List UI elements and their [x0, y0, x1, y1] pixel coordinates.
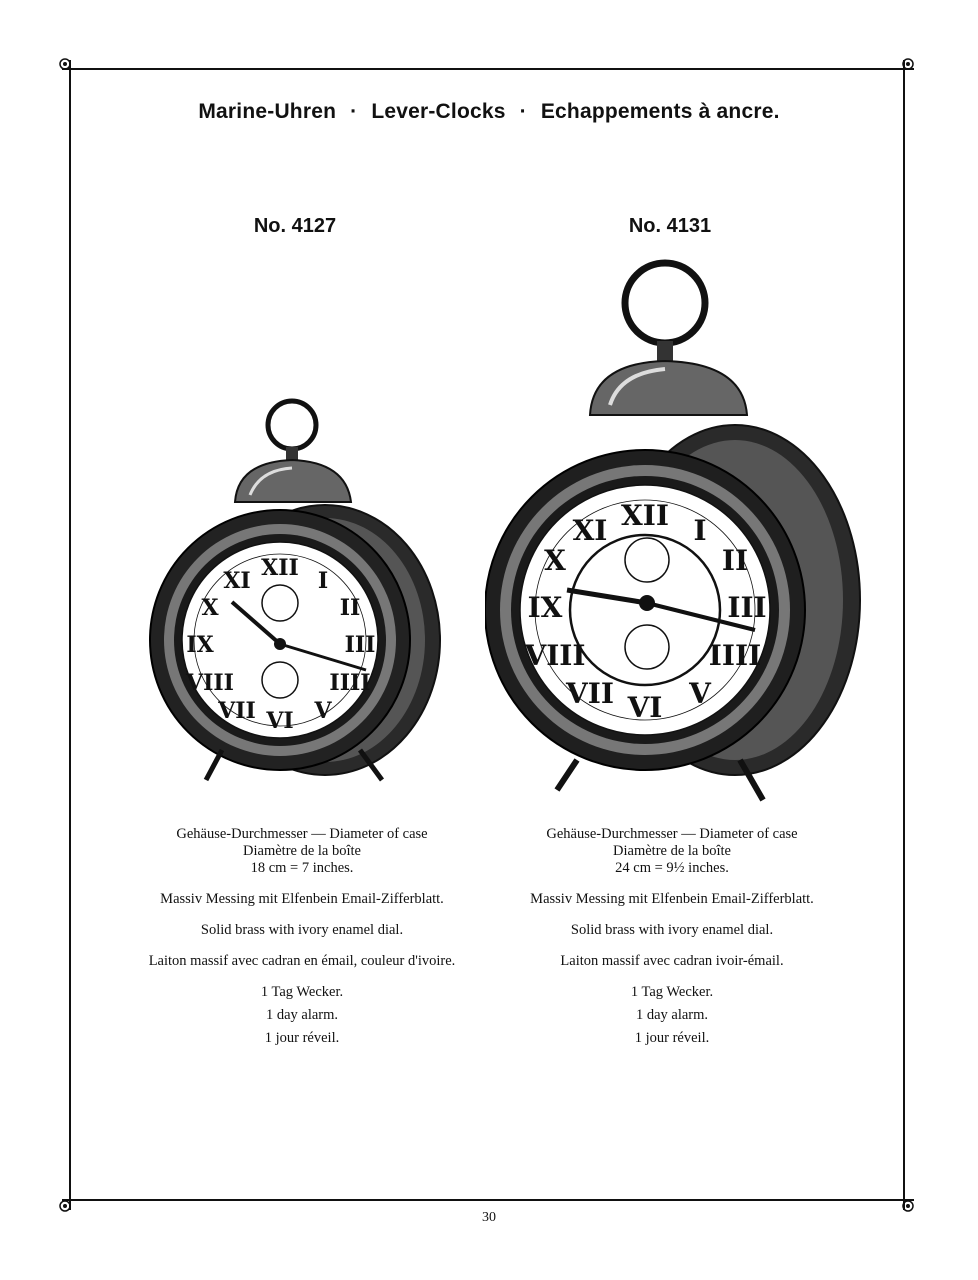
material-french: Laiton massif avec cadran ivoir-émail.: [560, 953, 784, 969]
frame-right-rule: [903, 60, 905, 1210]
diameter-label-fr: Diamètre de la boîte: [613, 843, 731, 859]
svg-text:VII: VII: [566, 677, 614, 710]
svg-text:II: II: [721, 544, 749, 577]
svg-text:XII: XII: [261, 555, 299, 581]
svg-text:V: V: [689, 677, 711, 710]
svg-text:I: I: [693, 514, 707, 547]
svg-text:IIII: IIII: [329, 670, 371, 696]
frame-top-rule: [62, 68, 914, 70]
corner-ornament-icon: [57, 56, 73, 72]
alarm-english: 1 day alarm.: [265, 1007, 339, 1023]
product-4127-description: [122, 826, 482, 1053]
svg-text:II: II: [339, 595, 361, 621]
diameter-label-fr: Diamètre de la boîte: [243, 843, 361, 859]
title-separator: ·: [519, 100, 527, 123]
diameter-value: 18 cm = 7 inches.: [250, 860, 354, 876]
svg-text:VIII: VIII: [186, 670, 234, 696]
svg-text:VIII: VIII: [524, 639, 586, 672]
title-german: Marine-Uhren: [198, 100, 337, 123]
svg-text:X: X: [201, 595, 219, 621]
alarm-french: 1 jour réveil.: [264, 1030, 340, 1046]
material-french: Laiton massif avec cadran en émail, couleur d'ivoire.: [148, 953, 456, 969]
diameter-label: Gehäuse-Durchmesser — Diameter of case: [176, 826, 428, 842]
svg-text:III: III: [344, 632, 376, 658]
alarm-english: 1 day alarm.: [635, 1007, 709, 1023]
svg-text:VI: VI: [266, 708, 294, 734]
svg-text:III: III: [727, 591, 767, 624]
model-number-4127: No. 4127: [253, 215, 337, 237]
alarm-german: 1 Tag Wecker.: [260, 984, 344, 1000]
title-separator: ·: [350, 100, 358, 123]
page-number: 30: [482, 1210, 496, 1225]
material-german: Massiv Messing mit Elfenbein Email-Zifferblatt.: [160, 891, 444, 907]
title-french: Echappements à ancre.: [540, 100, 780, 123]
svg-text:XII: XII: [621, 499, 669, 532]
alarm-info: [492, 984, 852, 1047]
svg-text:IIII: IIII: [708, 639, 762, 672]
svg-text:VII: VII: [218, 698, 256, 724]
frame-bottom-rule: [62, 1199, 914, 1201]
diameter-value: 24 cm = 9½ inches.: [615, 860, 729, 876]
material-english: Solid brass with ivory enamel dial.: [200, 922, 404, 938]
svg-text:XI: XI: [223, 568, 251, 594]
svg-text:IX: IX: [186, 632, 214, 658]
svg-text:XI: XI: [572, 514, 608, 547]
material-german: Massiv Messing mit Elfenbein Email-Zifferblatt.: [530, 891, 814, 907]
svg-text:I: I: [317, 568, 329, 594]
alarm-clock-4127-illustration: [140, 390, 460, 790]
model-number-4131: No. 4131: [628, 215, 712, 237]
alarm-info: [122, 984, 482, 1047]
svg-text:IX: IX: [527, 591, 563, 624]
alarm-french: 1 jour réveil.: [634, 1030, 710, 1046]
svg-text:V: V: [314, 698, 332, 724]
svg-text:VI: VI: [627, 691, 663, 724]
product-4131-description: [492, 826, 852, 1053]
title-english: Lever-Clocks: [371, 100, 506, 123]
material-english: Solid brass with ivory enamel dial.: [570, 922, 774, 938]
frame-left-rule: [69, 60, 71, 1210]
alarm-clock-4131-illustration: [485, 255, 875, 805]
corner-ornament-icon: [900, 56, 916, 72]
diameter-label: Gehäuse-Durchmesser — Diameter of case: [546, 826, 798, 842]
page-title: [0, 100, 978, 124]
alarm-german: 1 Tag Wecker.: [630, 984, 714, 1000]
svg-text:X: X: [544, 544, 566, 577]
